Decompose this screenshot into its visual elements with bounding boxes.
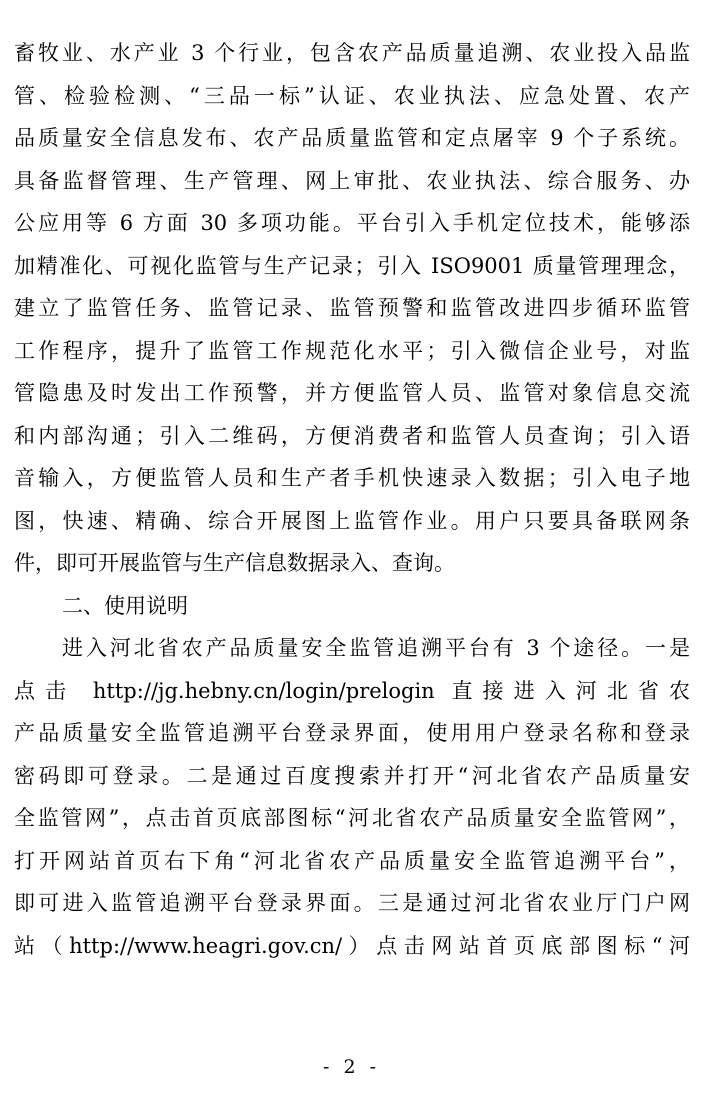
- text-line: 图，快速、精确、综合开展图上监管作业。用户只要具备联网条: [14, 508, 690, 533]
- text-line: 加精准化、可视化监管与生产记录；引入 ISO9001 质量管理理念，: [14, 253, 690, 278]
- text-line: 件，即可开展监管与生产信息数据录入、查询。: [14, 551, 455, 575]
- text-line: 即可进入监管追溯平台登录界面。三是通过河北省农业厅门户网: [14, 891, 690, 915]
- text-line: 具备监督管理、生产管理、网上审批、农业执法、综合服务、办: [14, 168, 690, 193]
- text-line: 产品质量安全监管追溯平台登录界面，使用用户登录名称和登录: [14, 721, 690, 745]
- text-line: 和内部沟通；引入二维码，方便消费者和监管人员查询；引入语: [14, 423, 690, 448]
- text-line: 工作程序，提升了监管工作规范化水平；引入微信企业号，对监: [14, 338, 690, 363]
- text-line: 站（http://www.heagri.gov.cn/）点击网站首页底部图标“河: [14, 933, 690, 958]
- section-heading: 二、使用说明: [62, 593, 188, 618]
- text-line: 打开网站首页右下角“河北省农产品质量安全监管追溯平台”，: [14, 848, 690, 873]
- text-line: 管隐患及时发出工作预警，并方便监管人员、监管对象信息交流: [14, 381, 690, 405]
- text-line: 点击 http://jg.hebny.cn/login/prelogin 直接进入河北省农: [14, 678, 690, 703]
- text-line: 全监管网”，点击首页底部图标“河北省农产品质量安全监管网”，: [14, 806, 690, 830]
- text-line: 管、检验检测、“三品一标”认证、农业执法、应急处置、农产: [14, 83, 690, 108]
- text-line: 畜牧业、水产业 3 个行业，包含农产品质量追溯、农业投入品监: [14, 41, 690, 65]
- text-line: 密码即可登录。二是通过百度搜索并打开“河北省农产品质量安: [14, 763, 690, 788]
- text-line: 建立了监管任务、监管记录、监管预警和监管改进四步循环监管: [14, 296, 690, 320]
- text-line: 进入河北省农产品质量安全监管追溯平台有 3 个途径。一是: [62, 636, 690, 660]
- text-line: 公应用等 6 方面 30 多项功能。平台引入手机定位技术，能够添: [14, 211, 690, 235]
- text-line: 音输入，方便监管人员和生产者手机快速录入数据；引入电子地: [14, 466, 690, 490]
- page-number: - 2 -: [322, 1056, 380, 1078]
- text-line: 品质量安全信息发布、农产品质量监管和定点屠宰 9 个子系统。: [14, 126, 690, 150]
- body-text: [14, 32, 690, 967]
